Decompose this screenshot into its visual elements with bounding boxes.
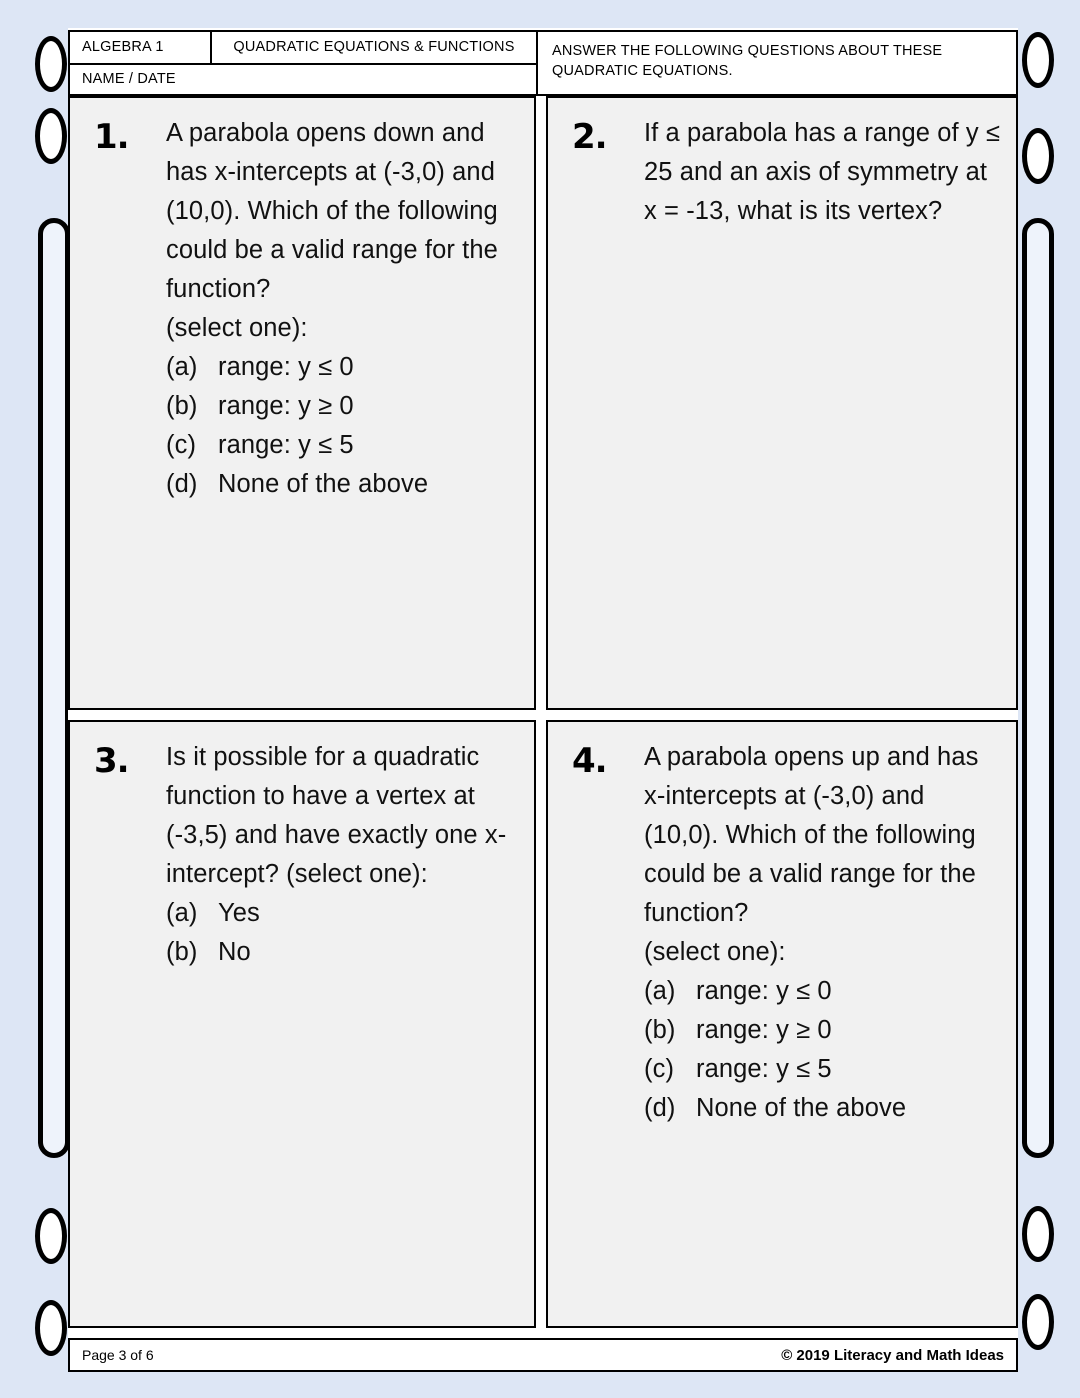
header-left bbox=[70, 32, 538, 94]
binder-coil-icon bbox=[1022, 218, 1054, 1158]
answer-choice[interactable] bbox=[644, 1050, 1002, 1089]
answer-choice-text: range: y ≥ 0 bbox=[696, 1016, 832, 1044]
question-card-2 bbox=[546, 96, 1018, 710]
answer-choice[interactable] bbox=[166, 348, 520, 387]
question-grid bbox=[68, 96, 1018, 1338]
answer-choice[interactable] bbox=[166, 426, 520, 465]
copyright-notice: © 2019 Literacy and Math Ideas bbox=[781, 1346, 1004, 1364]
question-prompt: If a parabola has a range of y ≤ 25 and an axis of symmetry at x = -13, what is its vertex? bbox=[644, 119, 1008, 225]
answer-choice-label: (b) bbox=[166, 392, 198, 420]
question-card-3 bbox=[68, 720, 536, 1328]
answer-choice[interactable] bbox=[644, 1089, 1002, 1128]
binder-ring-icon bbox=[1022, 1206, 1054, 1262]
binder-ring-icon bbox=[1022, 32, 1054, 88]
binder-ring-icon bbox=[1022, 1294, 1054, 1350]
question-prompt: A parabola opens down and has x-intercepts at (-3,0) and (10,0). Which of the following could be a valid range for the function? bbox=[166, 119, 506, 303]
header-top-row bbox=[70, 32, 536, 65]
name-date-field[interactable]: NAME / DATE bbox=[82, 71, 176, 88]
answer-choice-text: Yes bbox=[218, 899, 260, 927]
answer-choice-text: range: y ≤ 0 bbox=[696, 977, 832, 1005]
question-number: 1. bbox=[94, 117, 129, 157]
answer-choice-text: None of the above bbox=[218, 470, 429, 498]
course-label: ALGEBRA 1 bbox=[70, 32, 212, 63]
question-card-4 bbox=[546, 720, 1018, 1328]
question-number: 2. bbox=[572, 117, 607, 157]
binder-ring-icon bbox=[35, 108, 67, 164]
worksheet-header bbox=[68, 30, 1018, 96]
answer-choice[interactable] bbox=[166, 894, 520, 933]
answer-choice-text: range: y ≤ 5 bbox=[218, 431, 354, 459]
page-number: Page 3 of 6 bbox=[82, 1347, 154, 1363]
answer-choice-label: (c) bbox=[644, 1055, 675, 1083]
question-select-note: (select one): bbox=[166, 314, 308, 342]
question-number: 3. bbox=[94, 741, 129, 781]
answer-choice-label: (c) bbox=[166, 431, 197, 459]
binder-ring-icon bbox=[1022, 128, 1054, 184]
binder-coil-icon bbox=[38, 218, 70, 1158]
answer-choice-text: range: y ≥ 0 bbox=[218, 392, 354, 420]
binder-ring-icon bbox=[35, 36, 67, 92]
answer-choice-label: (d) bbox=[166, 470, 198, 498]
question-body bbox=[166, 738, 520, 1316]
question-select-note: (select one): bbox=[644, 938, 786, 966]
question-body bbox=[644, 738, 1002, 1316]
question-number: 4. bbox=[572, 741, 607, 781]
answer-choice-label: (a) bbox=[166, 899, 198, 927]
answer-choice[interactable] bbox=[166, 465, 520, 504]
question-prompt: Is it possible for a quadratic function to have a vertex at (-3,5) and have exactly one x-intercept? (select one): bbox=[166, 743, 507, 888]
question-body bbox=[644, 114, 1008, 698]
answer-choice-text: range: y ≤ 0 bbox=[218, 353, 354, 381]
answer-choice[interactable] bbox=[166, 387, 520, 426]
answer-choice-text: range: y ≤ 5 bbox=[696, 1055, 832, 1083]
answer-choice-text: None of the above bbox=[696, 1094, 907, 1122]
answer-choice[interactable] bbox=[166, 933, 520, 972]
instructions-text: ANSWER THE FOLLOWING QUESTIONS ABOUT THESE QUADRATIC EQUATIONS. bbox=[552, 43, 943, 79]
answer-choice-label: (a) bbox=[166, 353, 198, 381]
topic-label: QUADRATIC EQUATIONS & FUNCTIONS bbox=[233, 39, 515, 56]
binder-ring-icon bbox=[35, 1208, 67, 1264]
answer-choice-label: (d) bbox=[644, 1094, 676, 1122]
binder-ring-icon bbox=[35, 1300, 67, 1356]
question-card-1 bbox=[68, 96, 536, 710]
worksheet-footer bbox=[68, 1338, 1018, 1372]
answer-choice[interactable] bbox=[644, 972, 1002, 1011]
question-prompt: A parabola opens up and has x-intercepts at (-3,0) and (10,0). Which of the following could be a valid range for the function? bbox=[644, 743, 986, 927]
answer-choice-label: (a) bbox=[644, 977, 676, 1005]
answer-choice-label: (b) bbox=[644, 1016, 676, 1044]
answer-choice-text: No bbox=[218, 938, 251, 966]
answer-choice-label: (b) bbox=[166, 938, 198, 966]
answer-choice[interactable] bbox=[644, 1011, 1002, 1050]
question-body bbox=[166, 114, 520, 698]
